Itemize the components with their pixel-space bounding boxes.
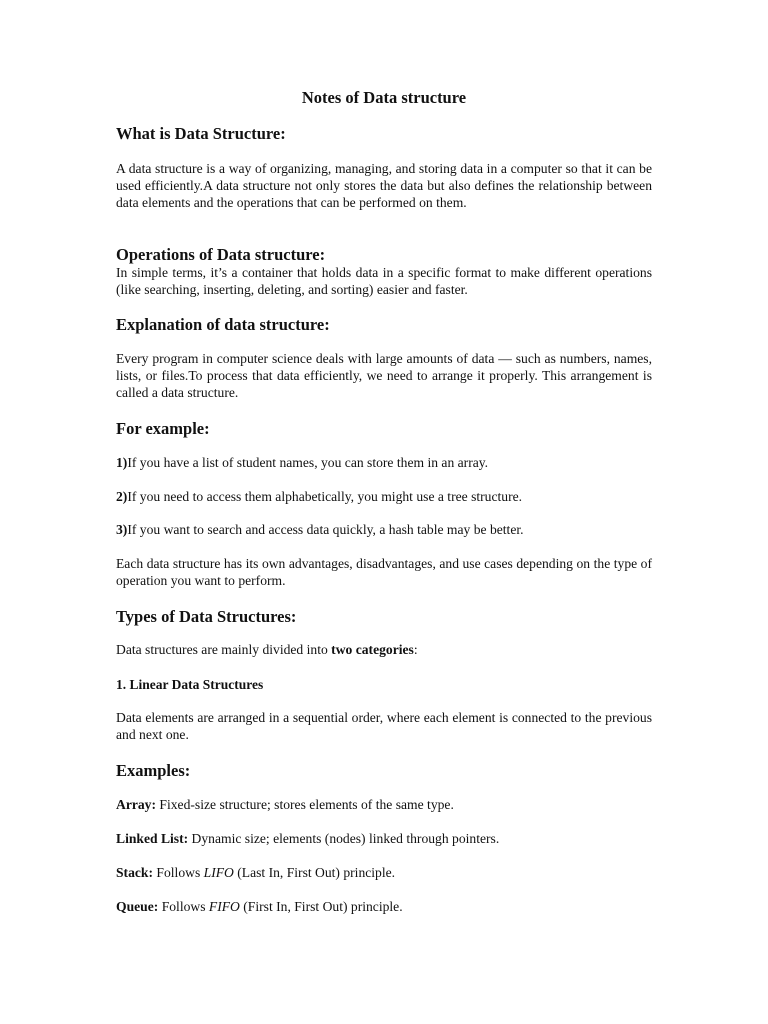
example-array [116, 796, 652, 813]
example-number: 3) [116, 522, 128, 537]
example-linked-list [116, 830, 652, 847]
stack-pre: Follows [153, 865, 204, 880]
array-label: Array: [116, 797, 157, 812]
example-item-2 [116, 488, 652, 505]
example-text: If you want to search and access data quickly, a hash table may be better. [127, 522, 524, 537]
paragraph-explanation: Every program in computer science deals with large amounts of data — such as numbers, names, lists, or files.To process that data efficiently, we need to arrange it properly. This arrangement is called a data structure. [116, 351, 652, 400]
array-text: Fixed-size structure; stores elements of the same type. [156, 797, 454, 812]
categories-prefix: Data structures are mainly divided into [116, 642, 332, 657]
subheading-linear: 1. Linear Data Structures [116, 677, 264, 692]
paragraph-categories [116, 641, 652, 658]
page-title: Notes of Data structure [301, 88, 467, 107]
heading-explanation: Explanation of data structure: [116, 315, 330, 334]
stack-post: (Last In, First Out) principle. [233, 865, 396, 880]
categories-suffix: : [413, 642, 418, 657]
example-text: If you have a list of student names, you can store them in an array. [127, 455, 489, 470]
stack-label: Stack: [116, 865, 154, 880]
paragraph-definition: A data structure is a way of organizing, managing, and storing data in a computer so that it can be used efficiently.A data structure not only stores the data but also defines the relationship between data elements and the operations that can be performed on them. [116, 161, 652, 210]
example-item-3 [116, 521, 652, 538]
heading-types: Types of Data Structures: [116, 607, 297, 626]
example-number: 1) [116, 455, 128, 470]
heading-operations: Operations of Data structure: [116, 245, 326, 264]
linked-list-label: Linked List: [116, 831, 189, 846]
queue-pre: Follows [158, 899, 209, 914]
heading-for-example: For example: [116, 419, 210, 438]
queue-post: (First In, First Out) principle. [239, 899, 403, 914]
paragraph-operations: In simple terms, it’s a container that holds data in a specific format to make different operations (like searching, inserting, deleting, and sorting) easier and faster. [116, 265, 652, 297]
paragraph-linear: Data elements are arranged in a sequential order, where each element is connected to the previous and next one. [116, 710, 652, 742]
example-number: 2) [116, 489, 128, 504]
heading-what-is-data-structure: What is Data Structure: [116, 124, 286, 143]
paragraph-each-structure: Each data structure has its own advantages, disadvantages, and use cases depending on the type of operation you want to perform. [116, 556, 652, 588]
queue-label: Queue: [116, 899, 159, 914]
linked-list-text: Dynamic size; elements (nodes) linked through pointers. [188, 831, 500, 846]
categories-bold: two categories [331, 642, 414, 657]
heading-examples: Examples: [116, 761, 191, 780]
example-text: If you need to access them alphabetically, you might use a tree structure. [127, 489, 523, 504]
example-stack [116, 864, 652, 881]
example-item-1 [116, 454, 652, 471]
queue-term: FIFO [208, 899, 240, 914]
stack-term: LIFO [203, 865, 234, 880]
example-queue [116, 898, 652, 915]
